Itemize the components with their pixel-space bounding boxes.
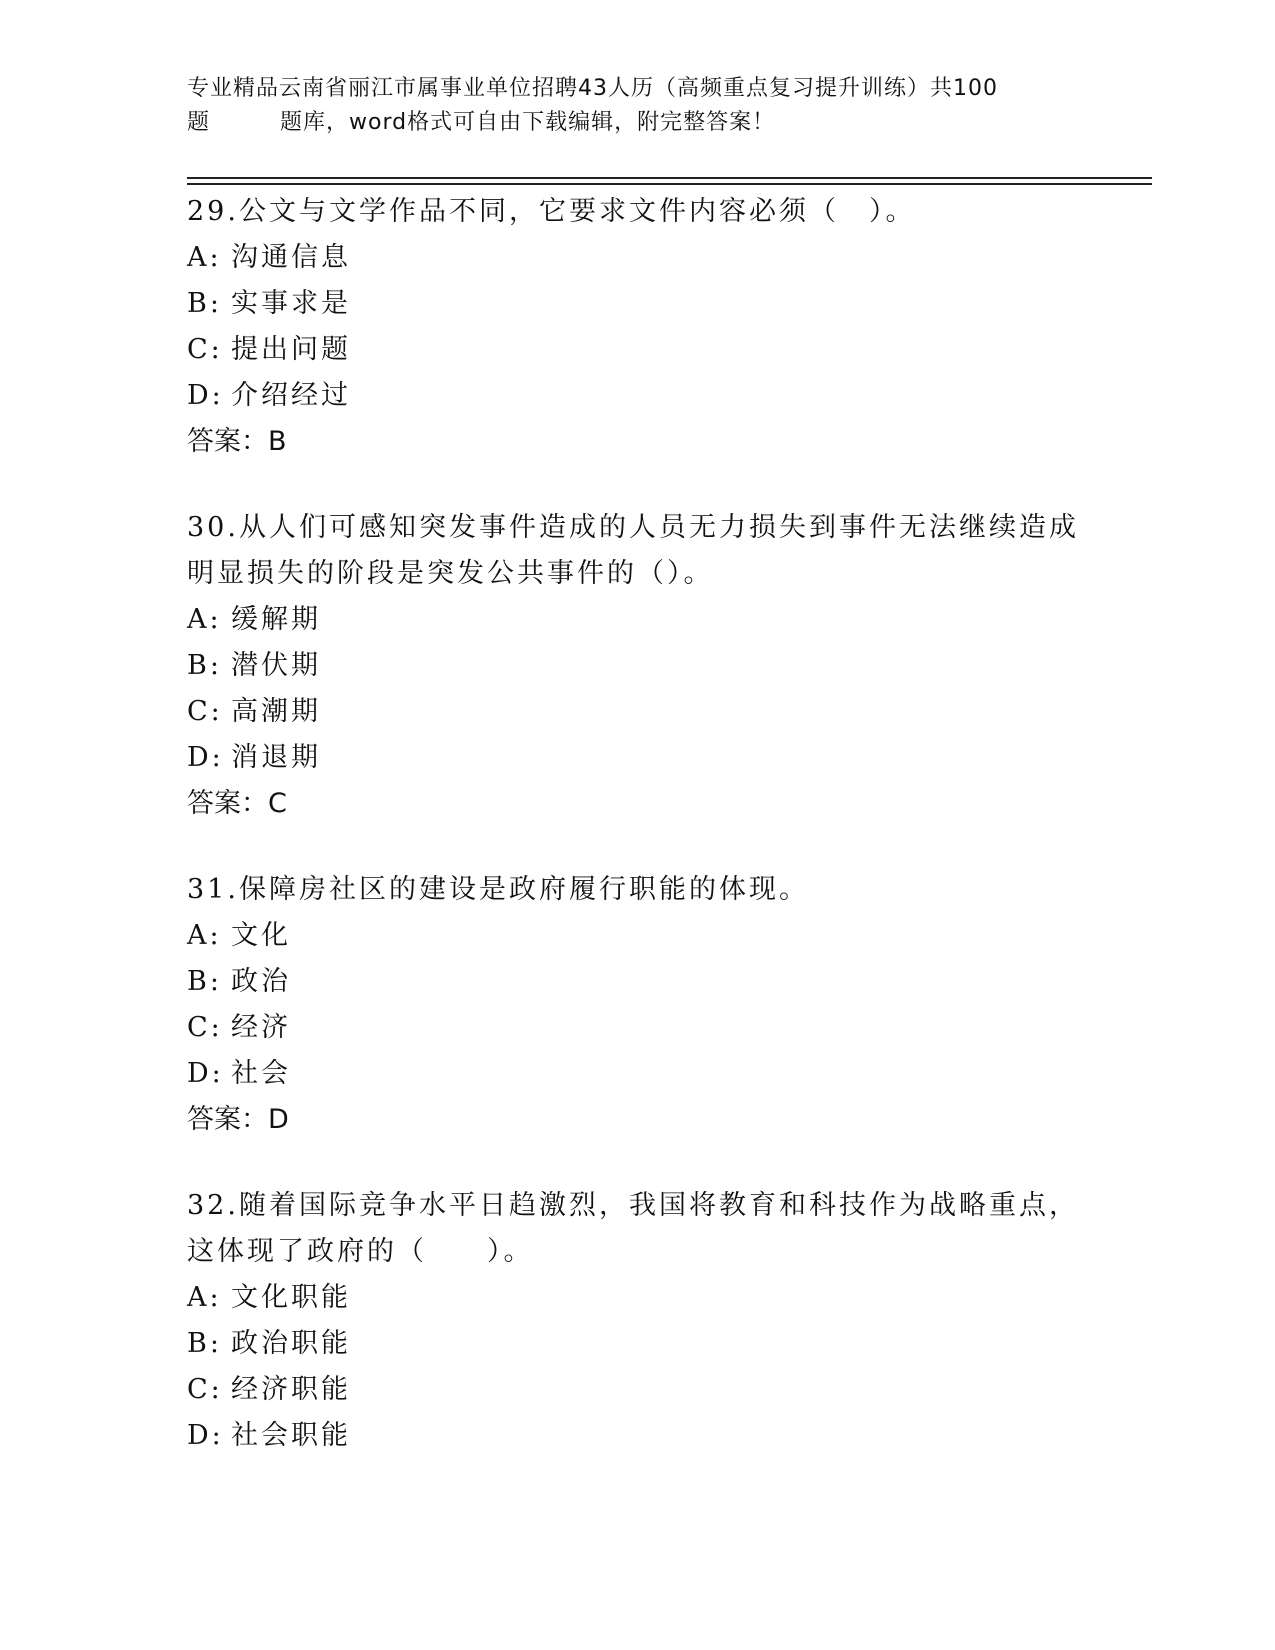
option-text: 文化 <box>231 920 291 951</box>
option-letter: B: <box>187 1328 222 1359</box>
header-line2-left: 题 <box>187 110 211 135</box>
question-stem: 31.保障房社区的建设是政府履行职能的体现。 <box>187 874 809 905</box>
option-letter: B: <box>187 966 222 997</box>
option-letter: C: <box>187 696 223 727</box>
option-letter: C: <box>187 1374 223 1405</box>
header-line2-right: 题库，word格式可自由下载编辑，附完整答案！ <box>280 110 776 135</box>
option-letter: D: <box>187 1058 224 1089</box>
option-letter: A: <box>187 920 222 951</box>
option-letter: A: <box>187 604 222 635</box>
option-text: 经济 <box>231 1012 291 1043</box>
option-d <box>187 1051 1087 1097</box>
option-c <box>187 1005 1087 1051</box>
option-letter: C: <box>187 1012 223 1043</box>
question-stem: 30.从人们可感知突发事件造成的人员无力损失到事件无法继续造成明显损失的阶段是突发公共事件的（）。 <box>187 512 1079 589</box>
option-letter: D: <box>187 742 224 773</box>
option-b <box>187 281 1087 327</box>
option-b <box>187 1321 1087 1367</box>
option-c <box>187 689 1087 735</box>
question-30 <box>187 505 1087 827</box>
question-32 <box>187 1183 1087 1459</box>
option-c <box>187 1367 1087 1413</box>
option-a <box>187 597 1087 643</box>
option-text: 经济职能 <box>231 1374 351 1405</box>
option-text: 社会职能 <box>231 1420 351 1451</box>
option-letter: A: <box>187 1282 222 1313</box>
option-text: 沟通信息 <box>231 242 351 273</box>
answer-text: 答案：B <box>187 426 287 457</box>
option-text: 社会 <box>231 1058 291 1089</box>
option-text: 潜伏期 <box>231 650 321 681</box>
header-title-line2 <box>187 106 1087 140</box>
question-stem: 29.公文与文学作品不同，它要求文件内容必须（ ）。 <box>187 196 916 227</box>
option-text: 提出问题 <box>231 334 351 365</box>
option-text: 文化职能 <box>231 1282 351 1313</box>
option-a <box>187 913 1087 959</box>
option-d <box>187 1413 1087 1459</box>
option-text: 政治 <box>231 966 291 997</box>
question-list <box>187 189 1087 1499</box>
option-text: 消退期 <box>231 742 321 773</box>
option-a <box>187 1275 1087 1321</box>
option-c <box>187 327 1087 373</box>
answer-text: 答案：C <box>187 788 287 819</box>
question-31 <box>187 867 1087 1143</box>
option-letter: B: <box>187 288 222 319</box>
option-text: 政治职能 <box>231 1328 351 1359</box>
question-stem: 32.随着国际竞争水平日趋激烈，我国将教育和科技作为战略重点，这体现了政府的（ ）。 <box>187 1190 1079 1267</box>
option-d <box>187 735 1087 781</box>
header-divider-bottom <box>187 183 1152 185</box>
option-letter: D: <box>187 380 224 411</box>
option-a <box>187 235 1087 281</box>
answer-text: 答案：D <box>187 1104 289 1135</box>
option-text: 介绍经过 <box>231 380 351 411</box>
option-letter: D: <box>187 1420 224 1451</box>
option-letter: C: <box>187 334 223 365</box>
option-text: 实事求是 <box>231 288 351 319</box>
header-divider-top <box>187 177 1152 179</box>
option-text: 缓解期 <box>231 604 321 635</box>
option-letter: A: <box>187 242 222 273</box>
option-b <box>187 643 1087 689</box>
option-d <box>187 373 1087 419</box>
header-title-line1: 专业精品云南省丽江市属事业单位招聘43人历（高频重点复习提升训练）共100 <box>187 76 998 101</box>
option-b <box>187 959 1087 1005</box>
option-letter: B: <box>187 650 222 681</box>
question-29 <box>187 189 1087 465</box>
document-header <box>187 72 1087 140</box>
option-text: 高潮期 <box>231 696 321 727</box>
